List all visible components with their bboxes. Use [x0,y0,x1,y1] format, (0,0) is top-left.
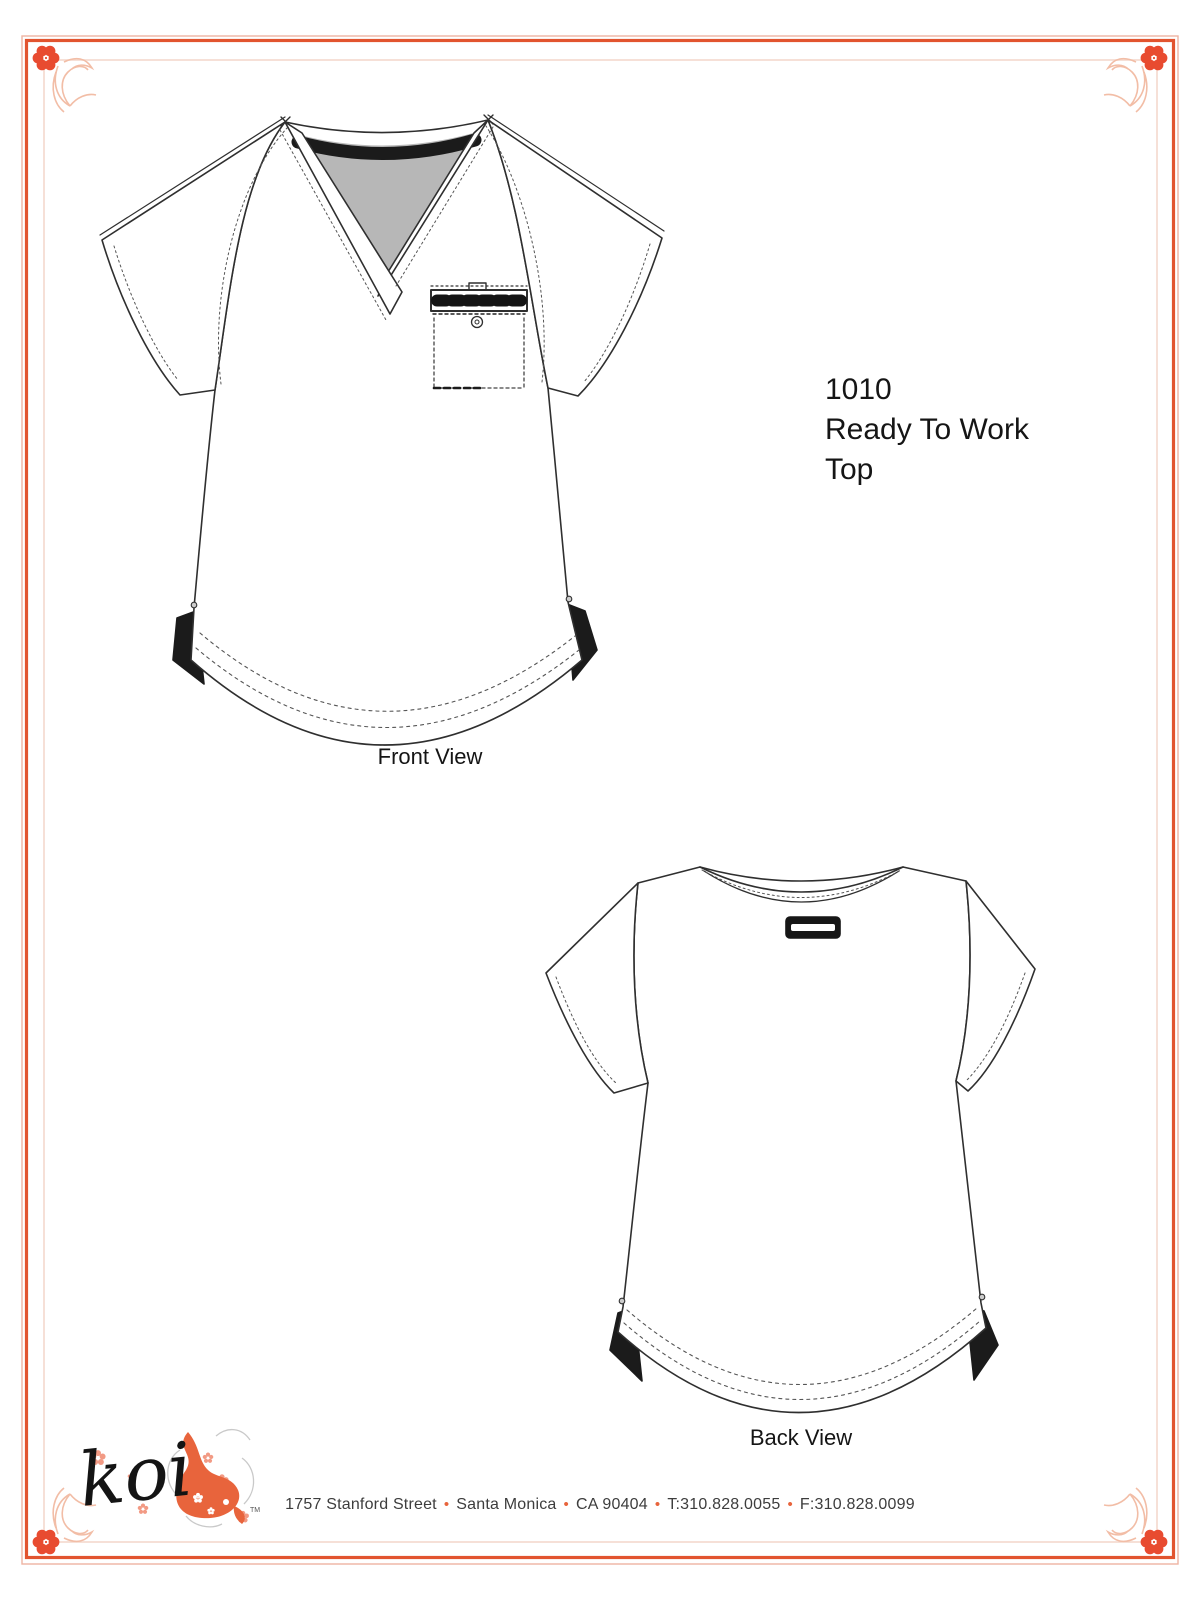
style-number: 1010 [825,373,892,406]
style-name: Ready To Work [825,413,1029,446]
garment-type: Top [825,453,874,486]
footer-fax: F:310.828.0099 [799,1496,915,1513]
footer-bullet-icon: • [654,1496,661,1513]
logo-wordmark: koi [74,1426,197,1524]
back-left-sleeve [546,883,648,1093]
front-view-caption: Front View [377,744,483,769]
logo-trademark: TM [250,1507,261,1514]
footer-bullet-icon: • [787,1496,793,1513]
footer-bullet-icon: • [563,1496,569,1513]
back-view-drawing [530,845,1050,1425]
footer-street: 1757 Stanford Street [285,1496,437,1513]
footer-address [0,1496,1200,1514]
front-right-slit-rivet [566,596,572,602]
back-right-slit-rivet [979,1294,985,1300]
corner-ornament-top-right [1104,46,1167,112]
front-left-slit-rivet [191,602,197,608]
back-left-slit-rivet [619,1298,625,1304]
front-view-drawing [90,100,670,770]
back-torso-outline [618,867,986,1413]
corner-ornament-top-left [33,46,96,112]
brand-logo [58,1398,268,1558]
pocket-button [472,317,483,328]
footer-state-zip: CA 90404 [575,1496,648,1513]
style-title-block [825,370,1029,490]
footer-phone: T:310.828.0055 [667,1496,781,1513]
back-view-caption: Back View [749,1425,853,1450]
back-label-tab [786,917,840,938]
footer-bullet-icon: • [443,1496,450,1513]
footer-city: Santa Monica [456,1496,557,1513]
